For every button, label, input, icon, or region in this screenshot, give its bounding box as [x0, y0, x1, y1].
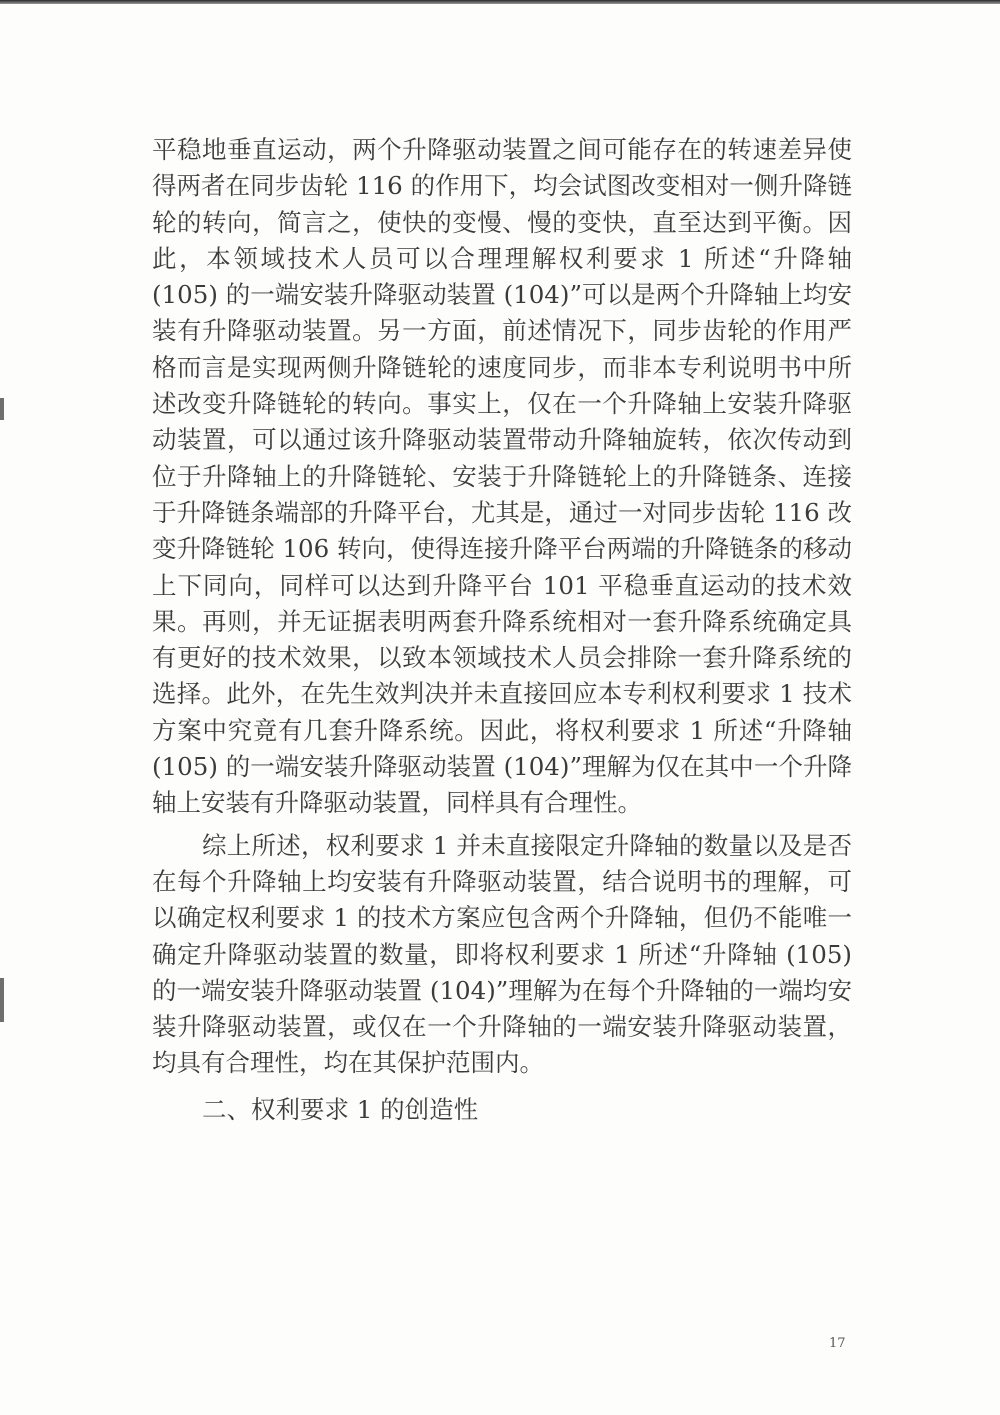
document-body	[152, 132, 852, 1128]
scan-top-edge	[0, 0, 1000, 4]
scan-left-mark	[0, 978, 4, 1022]
page-number: 17	[829, 1336, 846, 1351]
section-heading: 二、权利要求 1 的创造性	[202, 1094, 479, 1124]
scan-left-mark	[0, 398, 4, 420]
paragraph-summary: 综上所述，权利要求 1 并未直接限定升降轴的数量以及是否在每个升降轴上均安装有升降驱动装置，结合说明书的理解，可以确定权利要求 1 的技术方案应包含两个升降轴，但仍不能唯一确定升降驱动装置的数量，即将权利要求 1 所述“升降轴 (105) 的一端安装升降驱动装置 (104)”理解为在每个升降轴的一端均安装升降驱动装置，或仅在一个升降轴的一端安装升降驱动装置，均具有合理性，均在其保护范围内。	[152, 830, 852, 1078]
paragraph-continuation: 平稳地垂直运动，两个升降驱动装置之间可能存在的转速差异使得两者在同步齿轮 116 的作用下，均会试图改变相对一侧升降链轮的转向，简言之，使快的变慢、慢的变快，直至达到平衡。因此，本领域技术人员可以合理理解权利要求 1 所述“升降轴 (105) 的一端安装升降驱动装置 (104)”可以是两个升降轴上均安装有升降驱动装置。另一方面，前述情况下，同步齿轮的作用严格而言是实现两侧升降链轮的速度同步，而非本专利说明书中所述改变升降链轮的转向。事实上，仅在一个升降轴上安装升降驱动装置，可以通过该升降驱动装置带动升降轴旋转，依次传动到位于升降轴上的升降链轮、安装于升降链轮上的升降链条、连接于升降链条端部的升降平台，尤其是，通过一对同步齿轮 116 改变升降链轮 106 转向，使得连接升降平台两端的升降链条的移动上下同向，同样可以达到升降平台 101 平稳垂直运动的技术效果。再则，并无证据表明两套升降系统相对一套升降系统确定具有更好的技术效果，以致本领域技术人员会排除一套升降系统的选择。此外，在先生效判决并未直接回应本专利权利要求 1 技术方案中究竟有几套升降系统。因此，将权利要求 1 所述“升降轴 (105) 的一端安装升降驱动装置 (104)”理解为仅在其中一个升降轴上安装有升降驱动装置，同样具有合理性。	[152, 135, 852, 818]
